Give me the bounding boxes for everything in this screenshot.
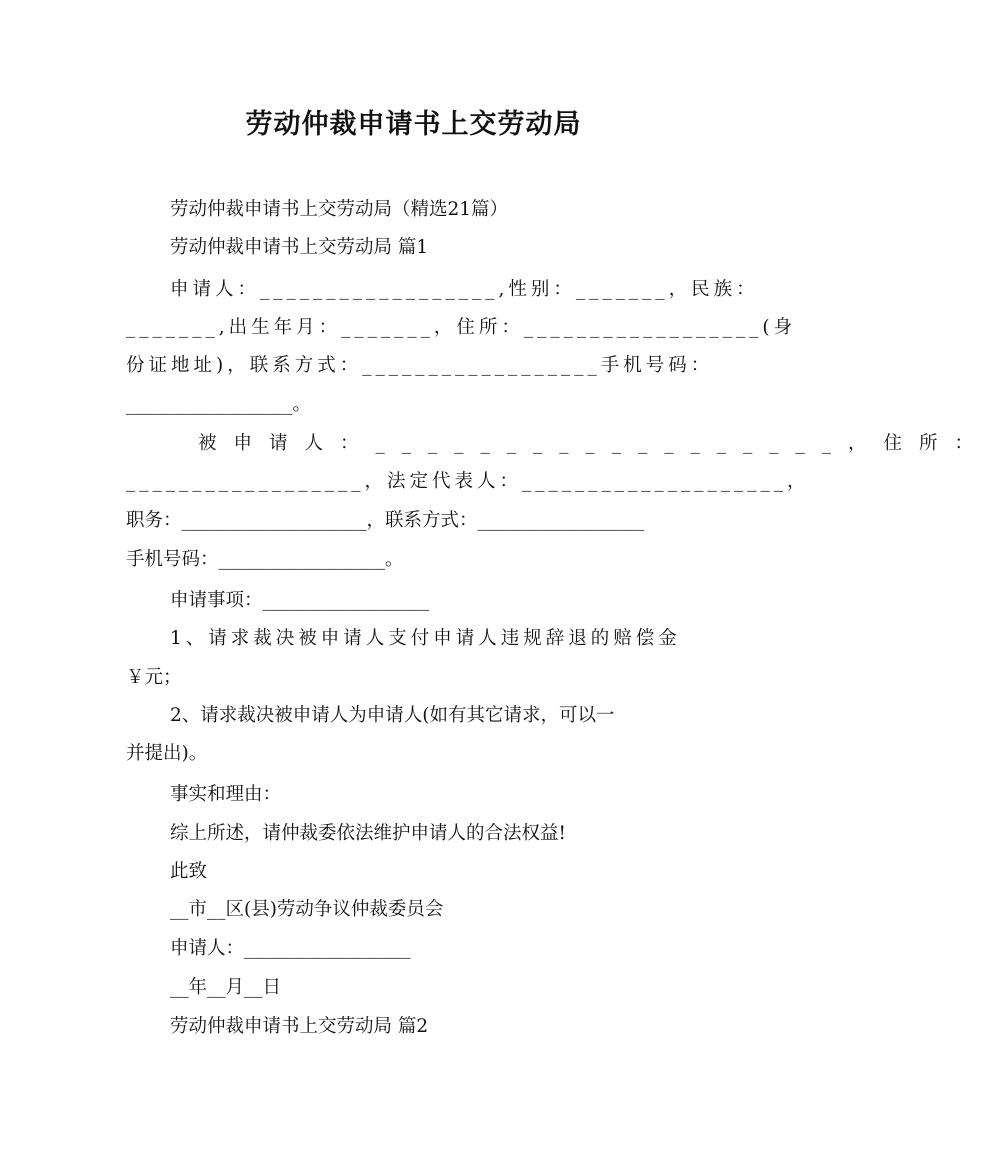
respondent-position-line: 职务：____________________，联系方式：__________________ — [126, 510, 645, 531]
document-title: 劳动仲裁申请书上交劳动局 — [245, 109, 582, 140]
respondent-legal-rep-line: __________________，法定代表人：____________________， — [126, 471, 810, 492]
conclusion-line: 综上所述，请仲裁委依法维护申请人的合法权益! — [170, 823, 566, 844]
section-heading-1: 劳动仲裁申请书上交劳动局 篇1 — [170, 237, 429, 258]
request-item-1-cont: ￥元； — [126, 667, 182, 688]
date-line: __年__月__日 — [170, 977, 282, 998]
applicant-phone-line: __________________。 — [126, 394, 312, 415]
salutation-line: 此致 — [170, 861, 208, 882]
committee-line: __市__区(县)劳动争议仲裁委员会 — [170, 899, 444, 920]
respondent-line: 被申请人：__________________，住所： — [198, 433, 990, 454]
signature-line: 申请人：__________________ — [170, 938, 411, 959]
request-item-1: 1、请求裁决被申请人支付申请人违规辞退的赔偿金 — [170, 628, 681, 649]
facts-heading: 事实和理由： — [170, 784, 282, 805]
request-items-line: 申请事项：__________________ — [170, 590, 430, 611]
applicant-line: 申请人：__________________,性别：_______，民族： — [170, 279, 759, 300]
respondent-phone-line: 手机号码：__________________。 — [126, 549, 404, 570]
request-item-2: 2、请求裁决被申请人为申请人(如有其它请求，可以一 — [170, 705, 615, 726]
subtitle-line: 劳动仲裁申请书上交劳动局（精选21篇） — [170, 199, 509, 220]
section-heading-2: 劳动仲裁申请书上交劳动局 篇2 — [170, 1016, 429, 1037]
request-item-2-cont: 并提出)。 — [126, 743, 208, 764]
applicant-contact-line: 份证地址)，联系方式：__________________手机号码： — [126, 355, 714, 376]
applicant-birth-line: _______,出生年月：_______，住所：__________________(身 — [126, 317, 797, 338]
